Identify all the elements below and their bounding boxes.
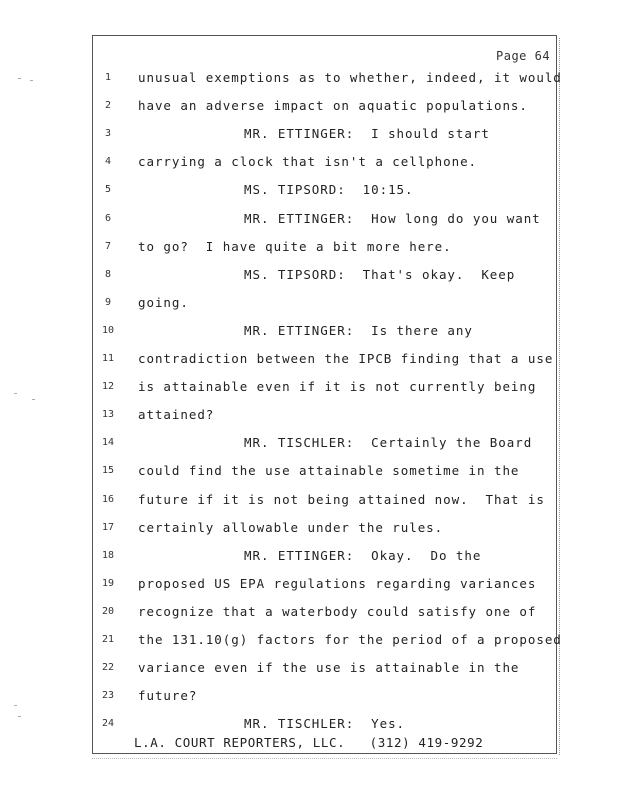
line-text: attained?: [138, 407, 215, 423]
line-number: 14: [101, 437, 115, 449]
transcript-line: [0, 239, 619, 259]
transcript-line: [0, 154, 619, 174]
line-text: is attainable even if it is not currently being: [138, 379, 537, 395]
transcript-line: [0, 323, 619, 343]
transcript-line: [0, 295, 619, 315]
line-number: 10: [101, 324, 115, 336]
line-number: 24: [101, 718, 115, 730]
scan-speck: [18, 78, 21, 79]
transcript-line: [0, 267, 619, 287]
line-text: MR. ETTINGER: How long do you want: [244, 210, 541, 226]
transcript-line: [0, 70, 619, 90]
line-text: MS. TIPSORD: That's okay. Keep: [244, 266, 516, 282]
line-number: 6: [104, 212, 112, 224]
line-number: 7: [104, 240, 112, 252]
line-number: 9: [104, 296, 112, 308]
transcript-line: [0, 604, 619, 624]
line-text: the 131.10(g) factors for the period of a proposed: [138, 632, 562, 647]
line-number: 15: [101, 465, 115, 477]
court-reporter-footer: L.A. COURT REPORTERS, LLC. (312) 419-9292: [134, 735, 484, 750]
line-number: 5: [104, 184, 112, 196]
line-number: 12: [101, 381, 115, 393]
transcript-line: [0, 126, 619, 146]
transcript-line: [0, 351, 619, 371]
line-number: 21: [101, 634, 115, 645]
line-number: 3: [104, 128, 112, 140]
line-text: MR. ETTINGER: I should start: [244, 126, 490, 142]
transcript-line: [0, 492, 619, 512]
scan-speck: [14, 705, 17, 706]
transcript-line: [0, 182, 619, 202]
scan-edge-dots: [92, 758, 557, 760]
line-number: 19: [101, 577, 115, 589]
transcript-line: [0, 435, 619, 455]
scan-speck: [18, 716, 21, 717]
line-text: MR. TISCHLER: Certainly the Board: [244, 435, 533, 451]
transcript-line: [0, 632, 619, 652]
line-text: future if it is not being attained now. That is: [138, 491, 545, 507]
transcript-line: [0, 520, 619, 540]
line-number: 16: [101, 493, 115, 505]
line-text: unusual exemptions as to whether, indeed, it would: [138, 70, 562, 85]
line-text: recognize that a waterbody could satisfy one of: [138, 603, 537, 619]
line-text: MR. ETTINGER: Okay. Do the: [244, 547, 482, 563]
line-text: MR. TISCHLER: Yes.: [244, 716, 406, 732]
transcript-line: [0, 379, 619, 399]
transcript-line: [0, 576, 619, 596]
line-number: 18: [101, 549, 115, 561]
line-text: variance even if the use is attainable in the: [138, 660, 520, 676]
transcript-line: [0, 463, 619, 483]
scan-speck: [32, 399, 35, 400]
line-number: 2: [104, 100, 112, 112]
line-text: certainly allowable under the rules.: [138, 519, 444, 535]
line-text: MS. TIPSORD: 10:15.: [244, 182, 414, 198]
line-number: 8: [104, 268, 112, 280]
line-number: 11: [101, 353, 115, 364]
transcript-line: [0, 716, 619, 736]
line-text: proposed US EPA regulations regarding variances: [138, 575, 537, 591]
line-text: MR. ETTINGER: Is there any: [244, 322, 473, 338]
line-number: 4: [104, 156, 112, 168]
line-number: 1: [104, 72, 112, 83]
transcript-line: [0, 98, 619, 118]
line-text: to go? I have quite a bit more here.: [138, 238, 452, 254]
line-text: future?: [138, 688, 198, 704]
transcript-line: [0, 660, 619, 680]
page-number-label: Page 64: [496, 49, 551, 63]
transcript-line: [0, 688, 619, 708]
line-number: 23: [101, 690, 115, 702]
line-text: contradiction between the IPCB finding that a use: [138, 351, 554, 366]
line-text: going.: [138, 294, 189, 310]
transcript-line: [0, 211, 619, 231]
scan-speck: [14, 393, 17, 394]
scan-speck: [30, 80, 33, 81]
line-number: 22: [101, 662, 115, 674]
transcript-line: [0, 407, 619, 427]
line-number: 17: [101, 521, 115, 533]
line-text: could find the use attainable sometime in the: [138, 463, 520, 479]
line-number: 20: [101, 605, 115, 617]
transcript-line: [0, 548, 619, 568]
line-text: have an adverse impact on aquatic populations.: [138, 98, 528, 114]
line-number: 13: [101, 409, 115, 421]
line-text: carrying a clock that isn't a cellphone.: [138, 154, 478, 170]
